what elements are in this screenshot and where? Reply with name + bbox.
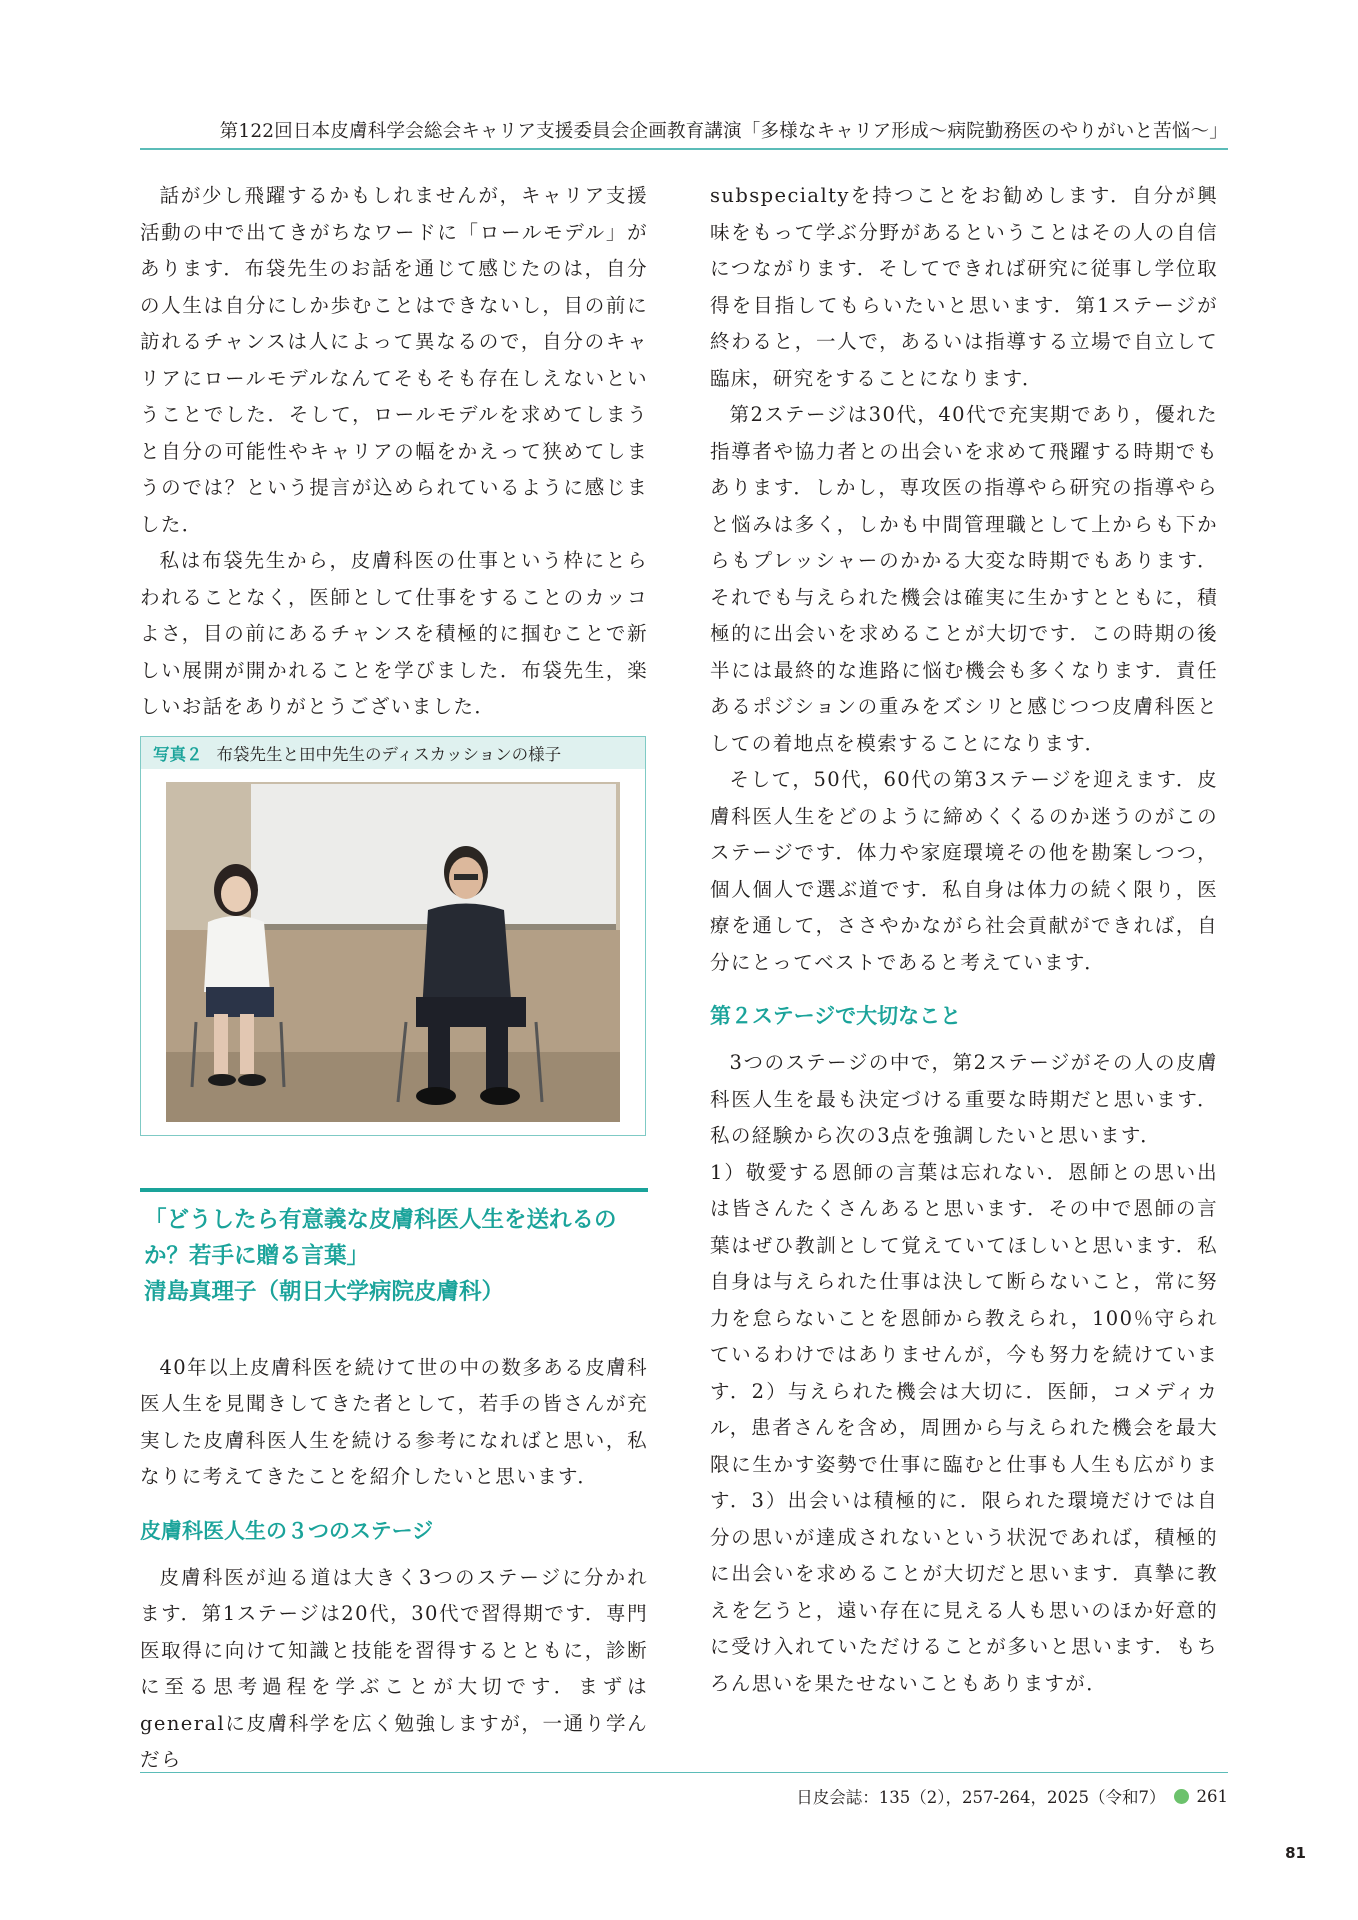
body-paragraph: 私は布袋先生から，皮膚科医の仕事という枠にとらわれることなく，医師として仕事をすることのカッコよさ，目の前にあるチャンスを積極的に掴むことで新しい展開が開かれることを学びました．布袋先生，楽しいお話をありがとうございました． (140, 549, 648, 718)
section-rule (140, 1188, 648, 1192)
citation-text: 日皮会誌：135（2），257-264，2025（令和7） (796, 1788, 1166, 1807)
left-column (140, 178, 648, 1779)
body-paragraph: そして，50代，60代の第3ステージを迎えます．皮膚科医人生をどのように締めくくるのか迷うのがこのステージです．体力や家庭環境その他を勘案しつつ，個人個人で選ぶ道です．私自身は体力の続く限り，医療を通して，ささやかながら社会貢献ができれば，自分にとってベストであると考えています． (710, 768, 1218, 974)
body-paragraph: 第2ステージは30代，40代で充実期であり，優れた指導者や協力者との出会いを求めて飛躍する時期でもあります．しかし，専攻医の指導やら研究の指導やらと悩みは多く，しかも中間管理職として上からも下からもプレッシャーのかかる大変な時期でもあります．それでも与えられた機会は確実に生かすとともに，積極的に出会いを求めることが大切です．この時期の後半には最終的な進路に悩む機会も多くなります．責任あるポジションの重みをズシリと感じつつ皮膚科医としての着地点を模索することになります． (710, 403, 1218, 755)
discussion-photo-illustration (166, 782, 620, 1122)
lecture-author: 清島真理子（朝日大学病院皮膚科） (144, 1278, 505, 1305)
footer-citation (796, 1784, 1228, 1808)
subheading: 第２ステージで大切なこと (710, 1004, 962, 1028)
body-paragraph: 話が少し飛躍するかもしれませんが，キャリア支援活動の中で出てきがちなワードに「ロールモデル」があります．布袋先生のお話を通じて感じたのは，自分の人生は自分にしか歩むことはできないし，目の前に訪れるチャンスは人によって異なるので，自分のキャリアにロールモデルなんてそもそも存在しえないということでした．そして，ロールモデルを求めてしまうと自分の可能性やキャリアの幅をかえって狭めてしまうのでは？という提言が込められているように感じました． (140, 184, 648, 536)
lecture-title: 「どうしたら有意義な皮膚科医人生を送れるのか？若手に贈る言葉」 (144, 1206, 617, 1269)
right-column (710, 178, 1218, 1702)
body-paragraph: 皮膚科医が辿る道は大きく3つのステージに分かれます．第1ステージは20代，30代で習得期です．専門医取得に向けて知識と技能を習得するとともに，診断に至る思考過程を学ぶことが大切です．まずはgeneralに皮膚科学を広く勉強しますが，一通り学んだら (140, 1565, 648, 1771)
body-paragraph: 1）敬愛する恩師の言葉は忘れない．恩師との思い出は皆さんたくさんあると思います．その中で恩師の言葉はぜひ教訓として覚えていてほしいと思います．私自身は与えられた仕事は決して断らないこと，常に努力を怠らないことを恩師から教えられ，100％守られているわけではありませんが，今も努力を続けています．2）与えられた機会は大切に．医師，コメディカル，患者さんを含め，周囲から与えられた機会を最大限に生かす姿勢で仕事に臨むと仕事も人生も広がります．3）出会いは積極的に．限られた環境だけでは自分の思いが達成されないという状況であれば，積極的に出会いを求めることが大切だと思います．真摯に教えを乞うと，遠い存在に見える人も思いのほか好意的に受け入れていただけることが多いと思います．もちろん思いを果たせないこともありますが． (710, 1160, 1218, 1695)
discussion-photo (166, 782, 620, 1122)
body-paragraph: 40年以上皮膚科医を続けて世の中の数多ある皮膚科医人生を見聞きしてきた者として，若手の皆さんが充実した皮膚科医人生を続ける参考になればと思い，私なりに考えてきたことを紹介したいと思います． (140, 1355, 648, 1488)
lecture-section-header (140, 1188, 648, 1310)
running-head: 第122回日本皮膚科学会総会キャリア支援委員会企画教育講演「多様なキャリア形成～病院勤務医のやりがいと苦悩～」 (219, 121, 1228, 142)
page-number: 81 (1285, 1844, 1306, 1862)
photo-caption (141, 737, 645, 769)
body-paragraph: 3つのステージの中で，第2ステージがその人の皮膚科医人生を最も決定づける重要な時期だと思います．私の経験から次の3点を強調したいと思います． (710, 1051, 1218, 1147)
photo-label: 写真２ (153, 744, 203, 764)
journal-page-number: 261 (1196, 1786, 1228, 1806)
footer-rule (140, 1772, 1228, 1773)
green-dot-icon (1174, 1789, 1189, 1804)
photo-caption-text: 布袋先生と田中先生のディスカッションの様子 (216, 744, 562, 764)
subheading: 皮膚科医人生の３つのステージ (140, 1518, 434, 1543)
photo-figure (140, 736, 646, 1136)
body-paragraph: subspecialtyを持つことをお勧めします．自分が興味をもって学ぶ分野があるということはその人の自信につながります．そしてできれば研究に従事し学位取得を目指してもらいたいと思います．第1ステージが終わると，一人で，あるいは指導する立場で自立して臨床，研究をすることになります． (710, 184, 1218, 390)
header-rule (140, 148, 1228, 150)
